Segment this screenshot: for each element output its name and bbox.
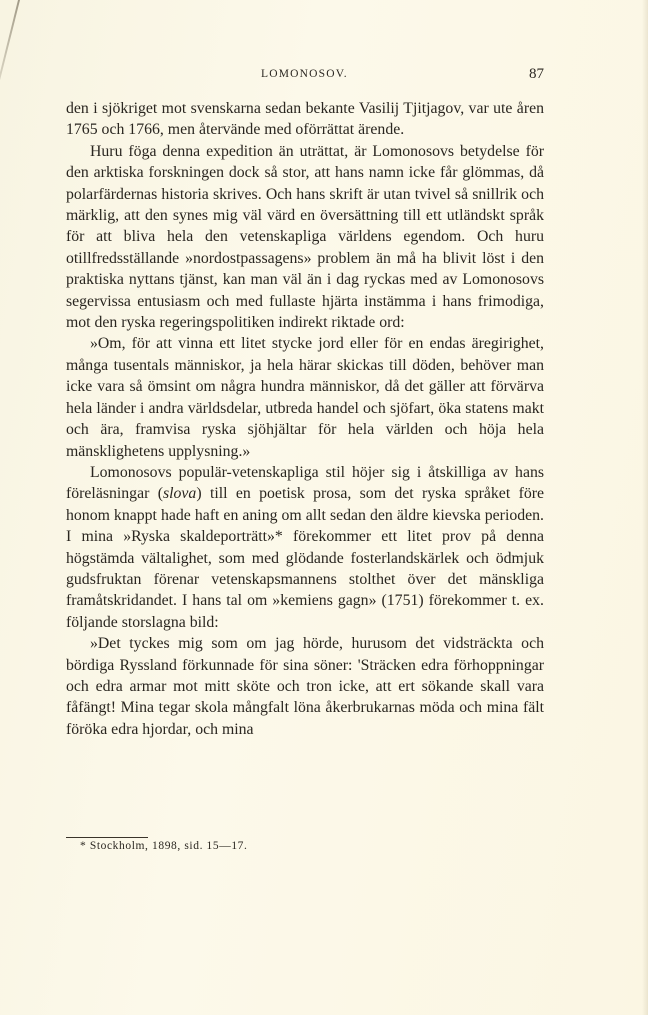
page-header	[66, 66, 544, 86]
paragraph-4	[66, 462, 544, 633]
paragraph-5-quote: »Det tyckes mig som om jag hörde, hurusom det vidsträckta och bördiga Ryssland förkunnade för sina söner: 'Sträcken edra förhoppningar och edra armar mot mitt sköte och tron icke, att ert sökande skall vara fåfängt! Mina tegar skola mångfalt löna åkerbrukarnas möda och mina fält föröka edra hjordar, och mina	[66, 635, 544, 738]
running-head: LOMONOSOV.	[261, 68, 348, 80]
page-edge-shadow	[642, 0, 648, 1015]
page-fold-mark	[0, 0, 20, 110]
footnote-divider	[66, 837, 148, 838]
paragraph-4-part-b: ) till en poetisk prosa, som det ryska språket före honom knappt hade haft en aning om allt sedan den äldre kievska perioden. I mina »Ryska skaldeporträtt»* förekommer ett litet prov på denna högstämda vältalighet, som med glödande fosterlandskärlek och ödmjuk gudsfruktan förenar vetenskapsmannens stolthet över det mänskliga framåtskridandet. I hans tal om »kemiens gagn» (1751) förekommer t. ex. följande storslagna bild:	[66, 485, 545, 631]
paragraph-1: den i sjökriget mot svenskarna sedan bekante Vasilij Tjitjagov, var ute åren 1765 och 1766, men återvände med oförrättat ärende.	[66, 100, 544, 139]
footnote: * Stockholm, 1898, sid. 15—17.	[80, 840, 248, 852]
body-text	[66, 98, 544, 740]
paragraph-3-quote: »Om, för att vinna ett litet stycke jord eller för en endas äregirighet, många tusentals människor, ja hela härar skickas till döden, behöver man icke vara så ömsint om några hundra människor, då det gäller att förvärva hela länder i andra världsdelar, utbreda handel och sjöfart, öka statens makt och ära, framvisa ryska sjöhjältar för hela världen och höja hela mänsklighetens upplysning.»	[66, 335, 544, 460]
page-number: 87	[529, 66, 544, 82]
paragraph-4-part-a: Lomonosovs populär-vetenskapliga stil höjer sig i åtskilliga av hans föreläsningar (	[66, 463, 544, 503]
italic-term: slova	[162, 485, 197, 503]
paragraph-2: Huru föga denna expedition än uträttat, är Lomonosovs betydelse för den arktiska forskningen dock så stor, att hans namn icke får glömmas, då polarfärdernas historia skrives. Och hans skrift är utan tvivel så snillrik och märklig, att den synes mig väl värd en översättning till ett utländskt språk för att bliva hela den vetenskapliga världens egendom. Och huru otillfredsställande »nordostpassagens» problem än må ha blivit löst i den praktiska nyttans tjänst, kan man väl än i dag ryckas med av Lomonosovs segervissa entusiasm och med fullaste hjärta instämma i hans frimodiga, mot den ryska regeringspolitiken indirekt riktade ord:	[66, 142, 544, 332]
